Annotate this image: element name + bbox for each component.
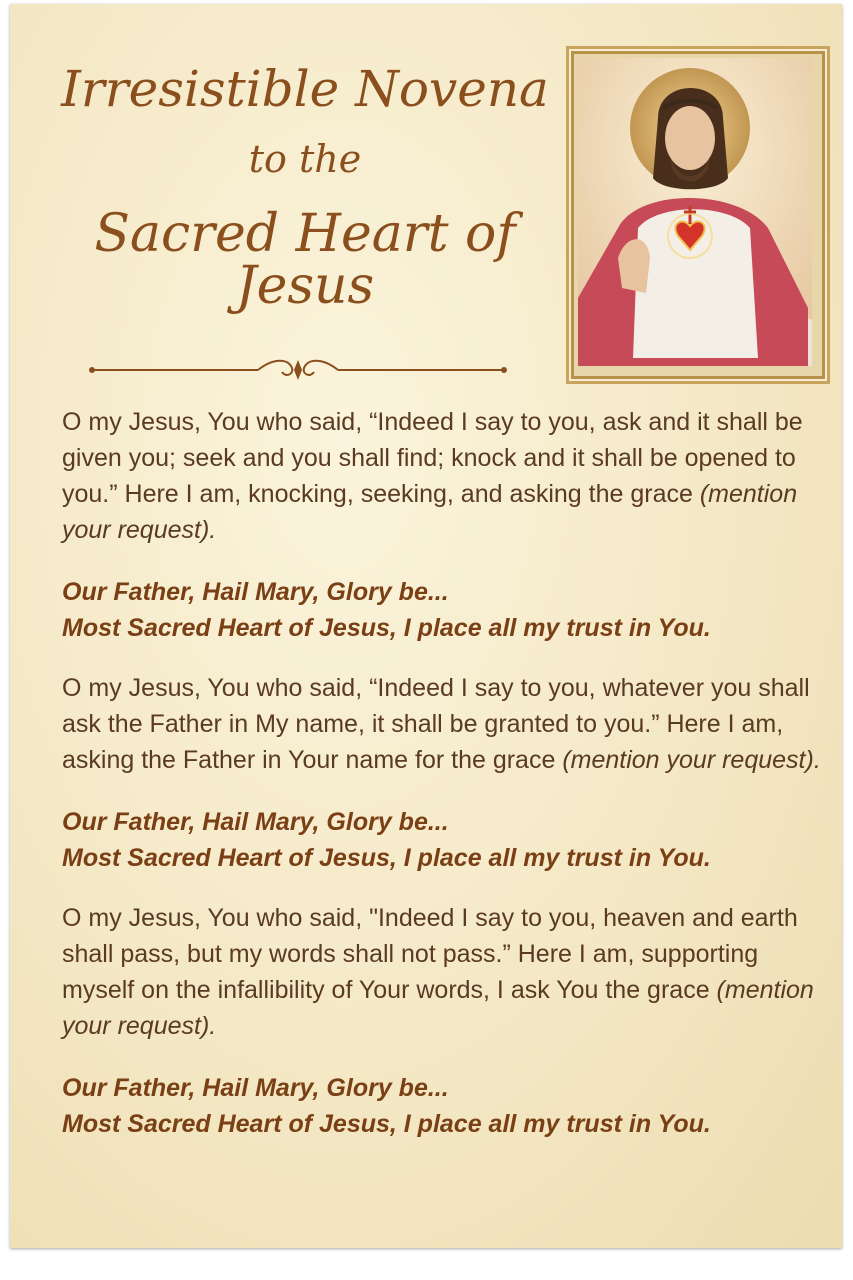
title-line-2: to the <box>248 137 362 181</box>
prayer-block-1 <box>62 574 822 646</box>
request-note: (mention your request) <box>62 480 798 544</box>
novena-text <box>62 404 822 1166</box>
petition-end: . <box>209 1012 217 1040</box>
title-line-3: Sacred Heart of Jesus <box>94 204 516 316</box>
novena-title <box>40 52 570 316</box>
title-line-1: Irresistible Novena <box>61 60 549 118</box>
prayer-block-3 <box>62 1070 822 1142</box>
petition-text: O my Jesus, You who said, "Indeed I say to you, heaven and earth shall pass, but my words shall not pass.” Here I am, supporting myself on the infallibility of Your words, I ask You the grace <box>62 904 798 1004</box>
prayer-line: Our Father, Hail Mary, Glory be... <box>62 808 449 836</box>
petition-text: O my Jesus, You who said, “Indeed I say to you, ask and it shall be given you; seek and you shall find; knock and it shall be opened to you.” Here I am, knocking, seeking, and asking the grace <box>62 408 803 508</box>
prayer-line: Most Sacred Heart of Jesus, I place all my trust in You. <box>62 1110 711 1138</box>
petition-end: . <box>813 746 821 774</box>
request-note: (mention your request) <box>62 976 814 1040</box>
ornamental-divider <box>88 352 508 388</box>
prayer-line: Our Father, Hail Mary, Glory be... <box>62 1074 449 1102</box>
petition-1 <box>62 404 822 548</box>
prayer-line: Our Father, Hail Mary, Glory be... <box>62 578 449 606</box>
prayer-block-2 <box>62 804 822 876</box>
prayer-line: Most Sacred Heart of Jesus, I place all my trust in You. <box>62 614 711 642</box>
petition-2 <box>62 670 822 778</box>
request-note: (mention your request) <box>562 746 814 774</box>
sacred-heart-image <box>566 46 830 384</box>
petition-text: O my Jesus, You who said, “Indeed I say to you, whatever you shall ask the Father in My name, it shall be granted to you.” Here I am, asking the Father in Your name for the grace <box>62 674 810 774</box>
prayer-card <box>10 4 842 1248</box>
petition-end: . <box>209 516 217 544</box>
prayer-line: Most Sacred Heart of Jesus, I place all my trust in You. <box>62 844 711 872</box>
petition-3 <box>62 900 822 1044</box>
